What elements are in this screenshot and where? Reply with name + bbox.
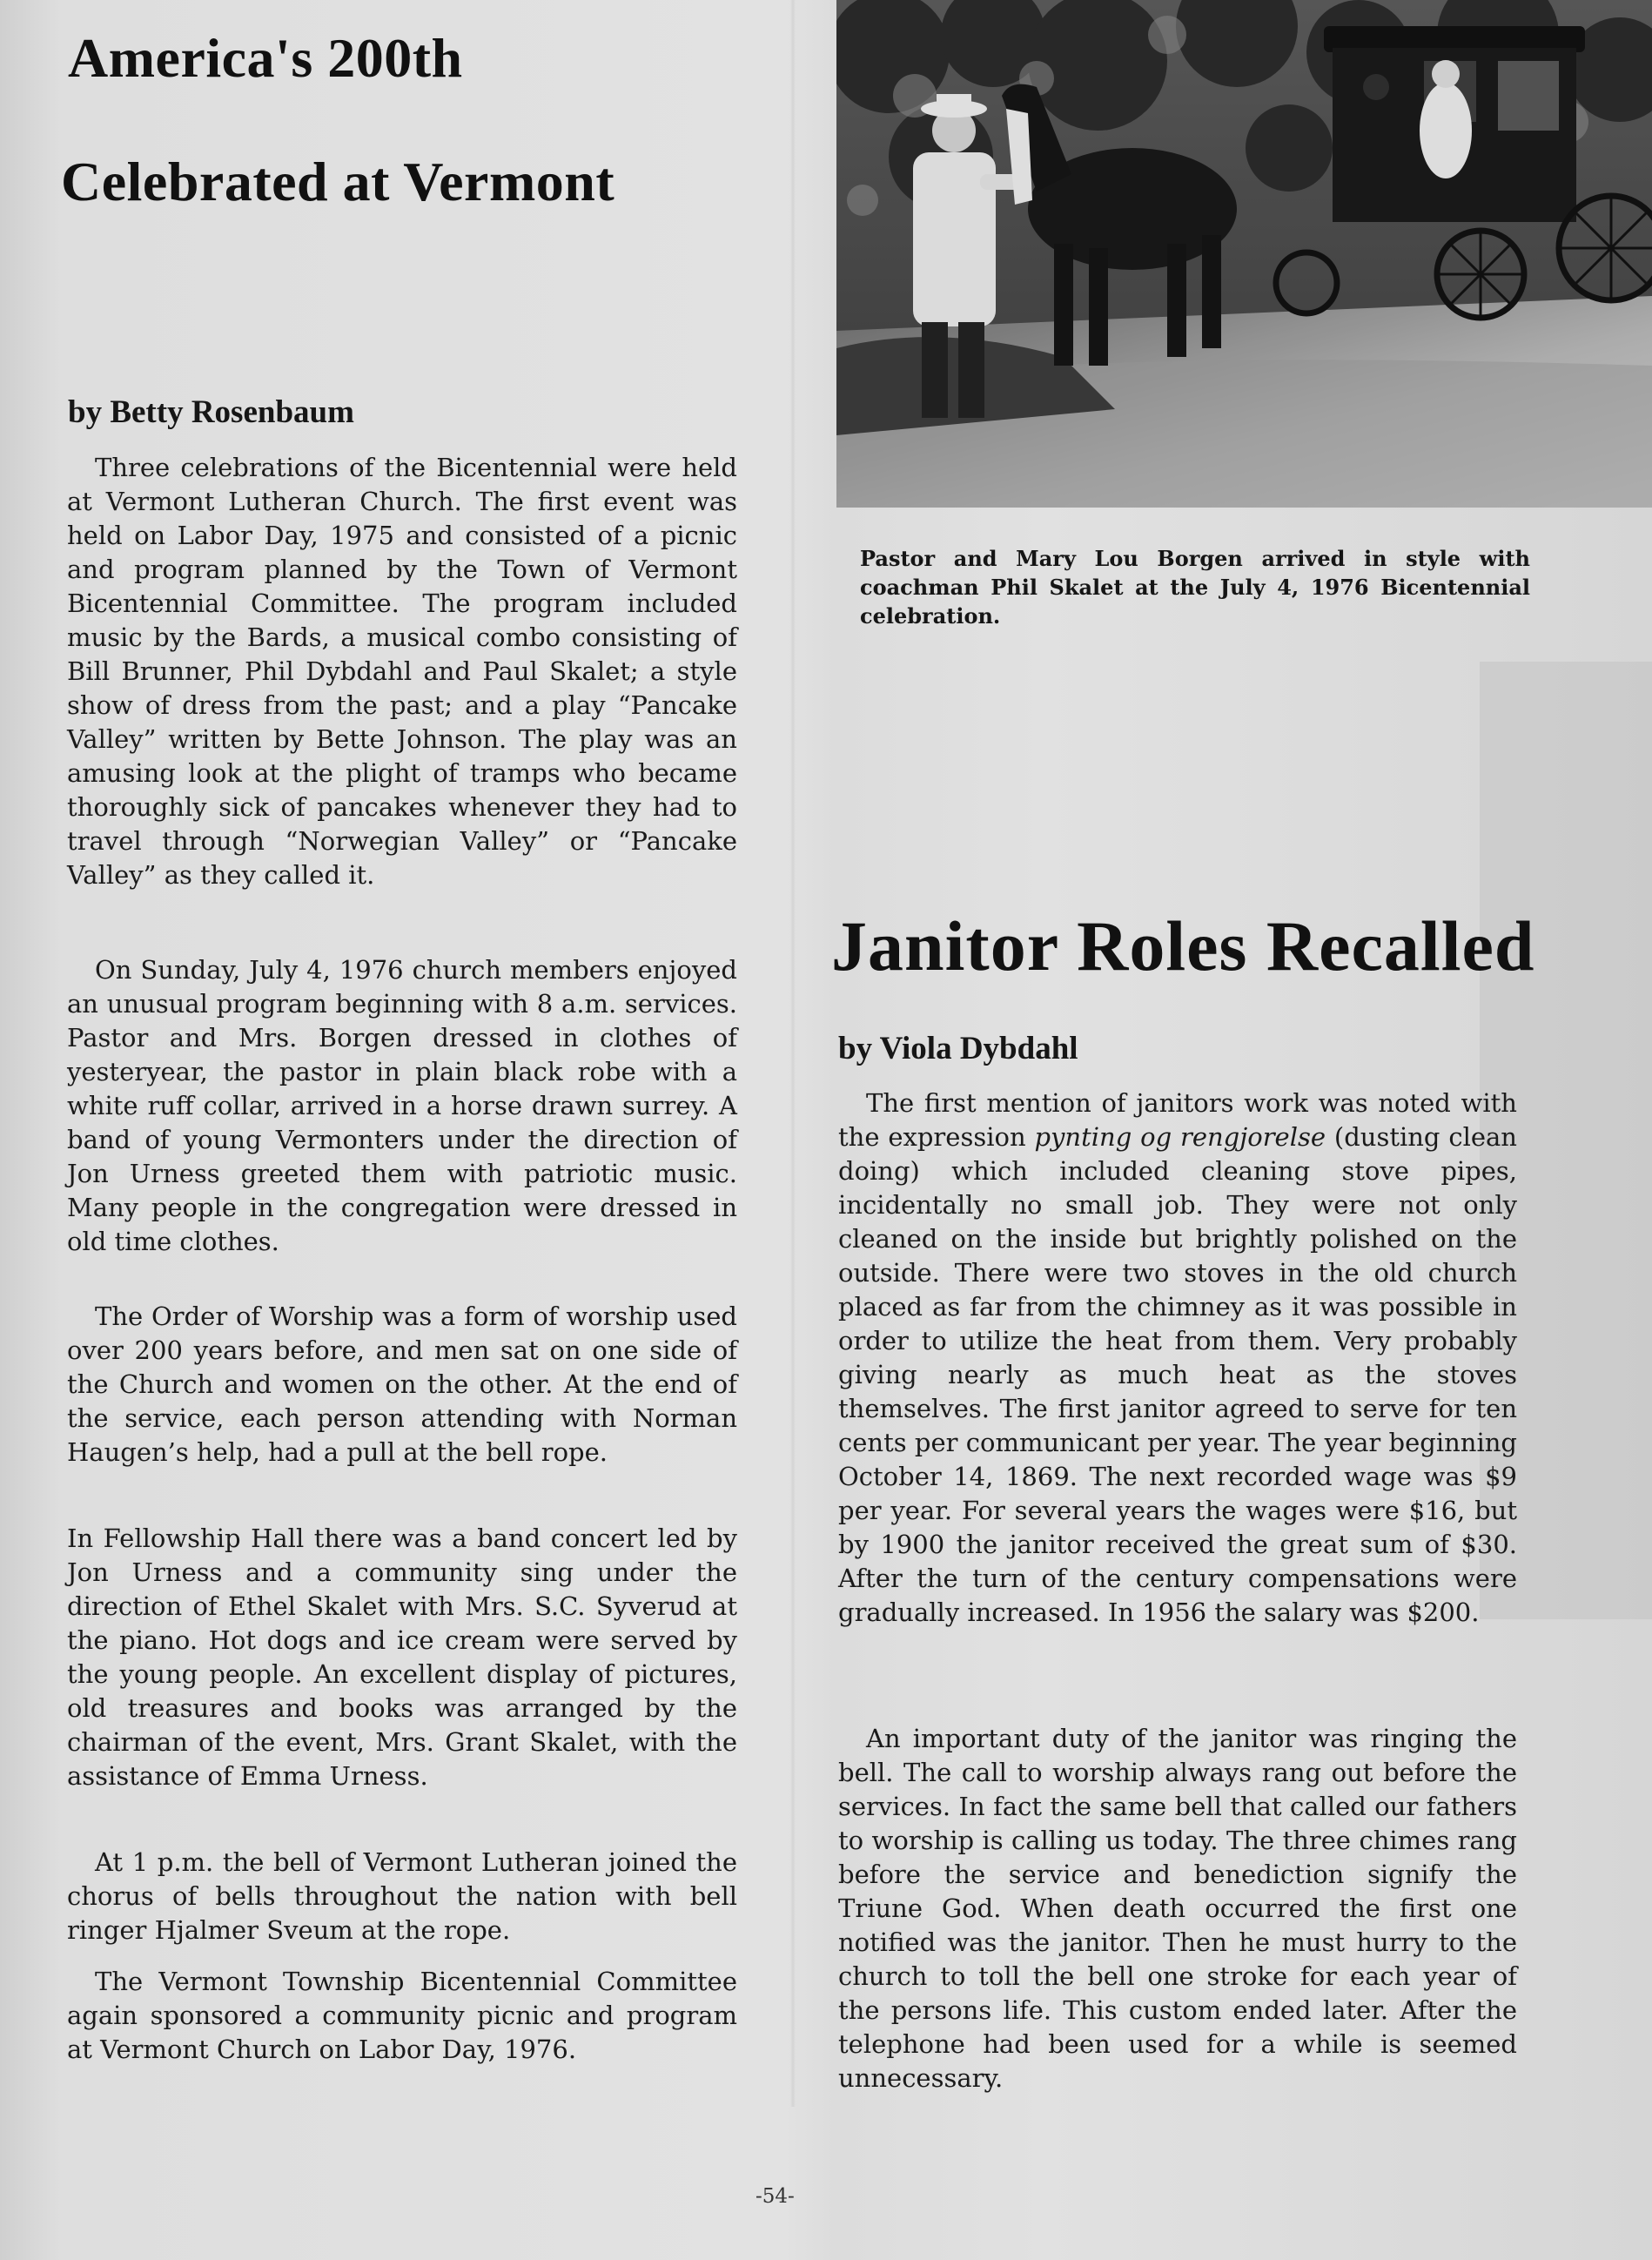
janitor-paragraph-1 (838, 1086, 1517, 1630)
photo-caption: Pastor and Mary Lou Borgen arrived in style with coachman Phil Skalet at the July 4, 1976 Bicentennial celebration. (860, 546, 1530, 629)
janitor-article-title: Janitor Roles Recalled (831, 906, 1535, 985)
janitor-paragraph-1-rest: (dusting clean doing) which included cleaning stove pipes, incidentally no small job. They were not only cleaned on the inside but brightly polished on the outside. There were two stoves in the old church placed as far from the chimney as it was possible in order to utilize the heat from them. Very probably giving nearly as much heat as the stoves themselves. The first janitor agreed to serve for ten cents per communicant per year. The year beginning October 14, 1869. The next recorded wage was $9 per year. For several years the wages were $16, but by 1900 the janitor received the great sum of $30. After the turn of the century compensations were gradually increased. In 1956 the salary was $200. (838, 1122, 1517, 1627)
norwegian-phrase: pynting og rengjorelse (1034, 1122, 1326, 1152)
article-paragraph-4: In Fellowship Hall there was a band concert led by Jon Urness and a community sing under the direction of Ethel Skalet with Mrs. S.C. Syverud at the piano. Hot dogs and ice cream were served by the young people. An excellent display of pictures, old treasures and books was arranged by the chairman of the event, Mrs. Grant Skalet, with the assistance of Emma Urness. (67, 1523, 737, 1791)
horse-carriage-photo (836, 0, 1652, 508)
article-paragraph-2: On Sunday, July 4, 1976 church members enjoyed an unusual program beginning with 8 a.m. services. Pastor and Mrs. Borgen dressed in clothes of yesteryear, the pastor in plain black robe with a white ruff collar, arrived in a horse drawn surrey. A band of young Vermonters under the direction of Jon Urness greeted them with patriotic music. Many people in the congregation were dressed in old time clothes. (67, 955, 737, 1256)
janitor-article-byline: by Viola Dybdahl (838, 1031, 1078, 1066)
article-byline: by Betty Rosenbaum (68, 394, 354, 430)
article-title-line-1: America's 200th (68, 27, 463, 89)
article-paragraph-5: At 1 p.m. the bell of Vermont Lutheran joined the chorus of bells throughout the nation with bell ringer Hjalmer Sveum at the rope. (67, 1847, 737, 1945)
column-gutter (790, 0, 796, 2107)
janitor-paragraph-1-start: The first mention of janitors work was noted with the expression (838, 1088, 1517, 1152)
article-paragraph-3: The Order of Worship was a form of worship used over 200 years before, and men sat on one side of the Church and women on the other. At the end of the service, each person attending with Norman Haugen’s help, had a pull at the bell rope. (67, 1302, 737, 1467)
page-number: -54- (755, 2185, 795, 2208)
janitor-paragraph-2: An important duty of the janitor was ringing the bell. The call to worship always rang out before the services. In fact the same bell that called our fathers to worship is calling us today. The three chimes rang before the service and benediction signify the Triune God. When death occurred the first one notified was the janitor. Then he must hurry to the church to toll the bell one stroke for each year of the persons life. This custom ended later. After the telephone had been used for a while is seemed unnecessary. (838, 1724, 1517, 2093)
article-title-line-2: Celebrated at Vermont (61, 151, 615, 212)
article-paragraph-1: Three celebrations of the Bicentennial were held at Vermont Lutheran Church. The first event was held on Labor Day, 1975 and consisted of a picnic and program planned by the Town of Vermont Bicentennial Committee. The program included music by the Bards, a musical combo consisting of Bill Brunner, Phil Dybdahl and Paul Skalet; a style show of dress from the past; and a play “Pancake Valley” written by Bette Johnson. The play was an amusing look at the plight of tramps who became thoroughly sick of pancakes whenever they had to travel through “Norwegian Valley” or “Pancake Valley” as they called it. (67, 453, 737, 890)
article-paragraph-6: The Vermont Township Bicentennial Committee again sponsored a community picnic and program at Vermont Church on Labor Day, 1976. (67, 1967, 737, 2064)
